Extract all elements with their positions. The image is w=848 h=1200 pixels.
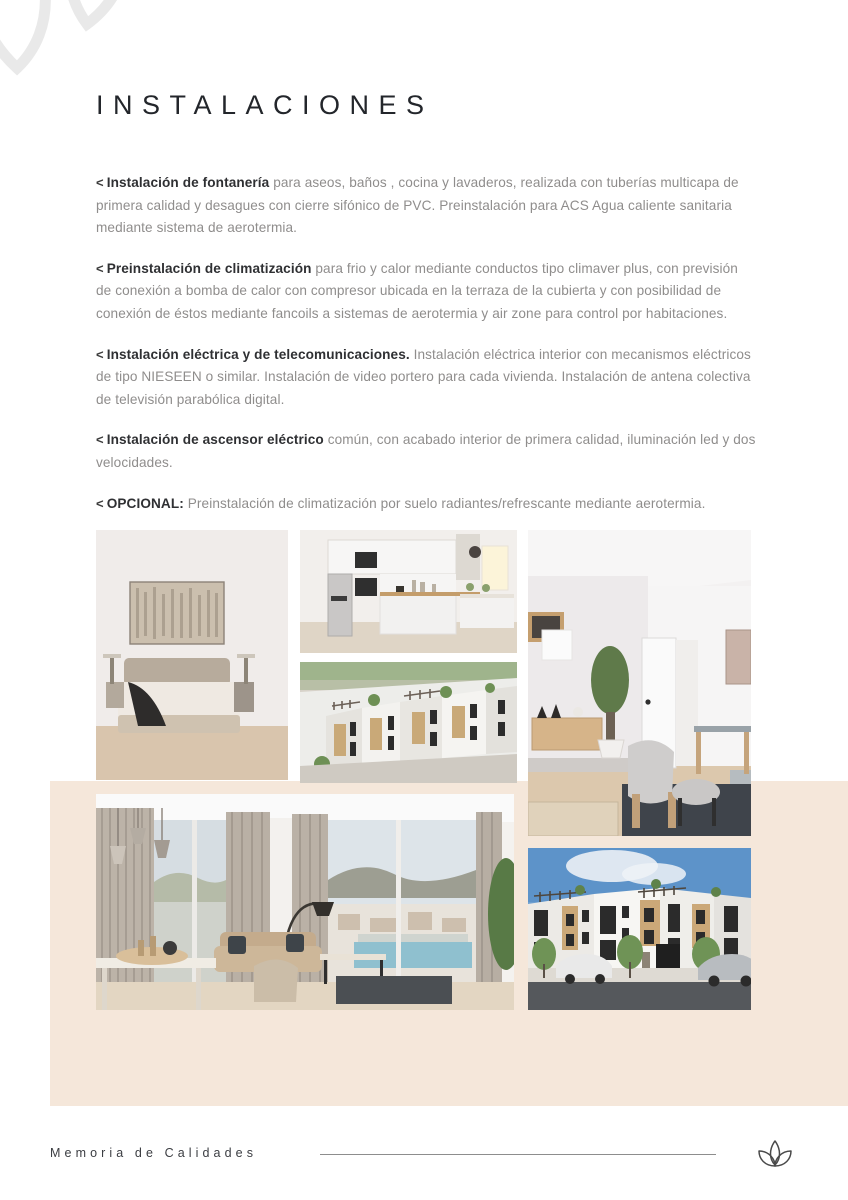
section-body-electrical: Instalación eléctrica interior con mecanismos eléctricos de tipo NIESEEN o similar. Instalación de video portero para cada vivienda. Instalación de antena colectiva de televisión parabólica digital. — [96, 346, 751, 407]
section-lead-optional: OPCIONAL: — [106, 495, 184, 511]
lotus-flower-icon — [753, 1137, 797, 1177]
section-paragraph-elevator — [96, 429, 756, 474]
section-paragraph-plumbing — [96, 172, 756, 240]
photo-building-facade — [528, 848, 751, 1010]
photo-kitchen — [300, 530, 517, 653]
page-title: INSTALACIONES — [96, 90, 434, 120]
section-body-optional: Preinstalación de climatización por suelo radiantes/refrescante mediante aerotermia. — [183, 495, 706, 511]
section-lead-elevator: Instalación de ascensor eléctrico — [106, 432, 324, 448]
section-lead-hvac: Preinstalación de climatización — [106, 260, 312, 276]
photo-living-hall — [528, 530, 751, 836]
section-lead-plumbing: Instalación de fontanería — [106, 175, 270, 190]
photo-bedroom — [96, 530, 288, 780]
section-body-plumbing: para aseos, baños , cocina y lavaderos, realizada con tuberías multicapa de primera calidad y desagues con cierre sifónico de PVC. Preinstalación para ACS Agua caliente sanitaria mediante sistema de aerotermia. — [96, 175, 739, 236]
installations-text-block — [96, 172, 756, 515]
bullet-marker-icon: < — [96, 346, 104, 362]
section-paragraph-optional — [96, 493, 756, 516]
section-lead-electrical: Instalación eléctrica y de telecomunicaciones. — [106, 346, 410, 362]
section-paragraph-hvac — [96, 258, 756, 326]
bullet-marker-icon: < — [96, 432, 104, 448]
bullet-marker-icon: < — [96, 175, 104, 190]
footer-label: Memoria de Calidades — [50, 1146, 258, 1160]
photo-living-room-terrace — [96, 794, 514, 1010]
page-footer — [0, 1140, 848, 1180]
footer-divider — [320, 1154, 716, 1155]
section-body-elevator: común, con acabado interior de primera calidad, iluminación led y dos velocidades. — [96, 432, 756, 470]
photo-aerial-development — [300, 662, 517, 783]
section-paragraph-electrical — [96, 344, 756, 412]
bullet-marker-icon: < — [96, 260, 104, 276]
section-body-hvac: para frio y calor mediante conductos tipo climaver plus, con previsión de conexión a bomba de calor con compresor ubicada en la terraza de la cubierta y con posibilidad de conexión de éstos mediante fancoils a sistemas de aerotermia y air zone para control por habitaciones. — [96, 260, 738, 321]
bullet-marker-icon: < — [96, 495, 104, 511]
